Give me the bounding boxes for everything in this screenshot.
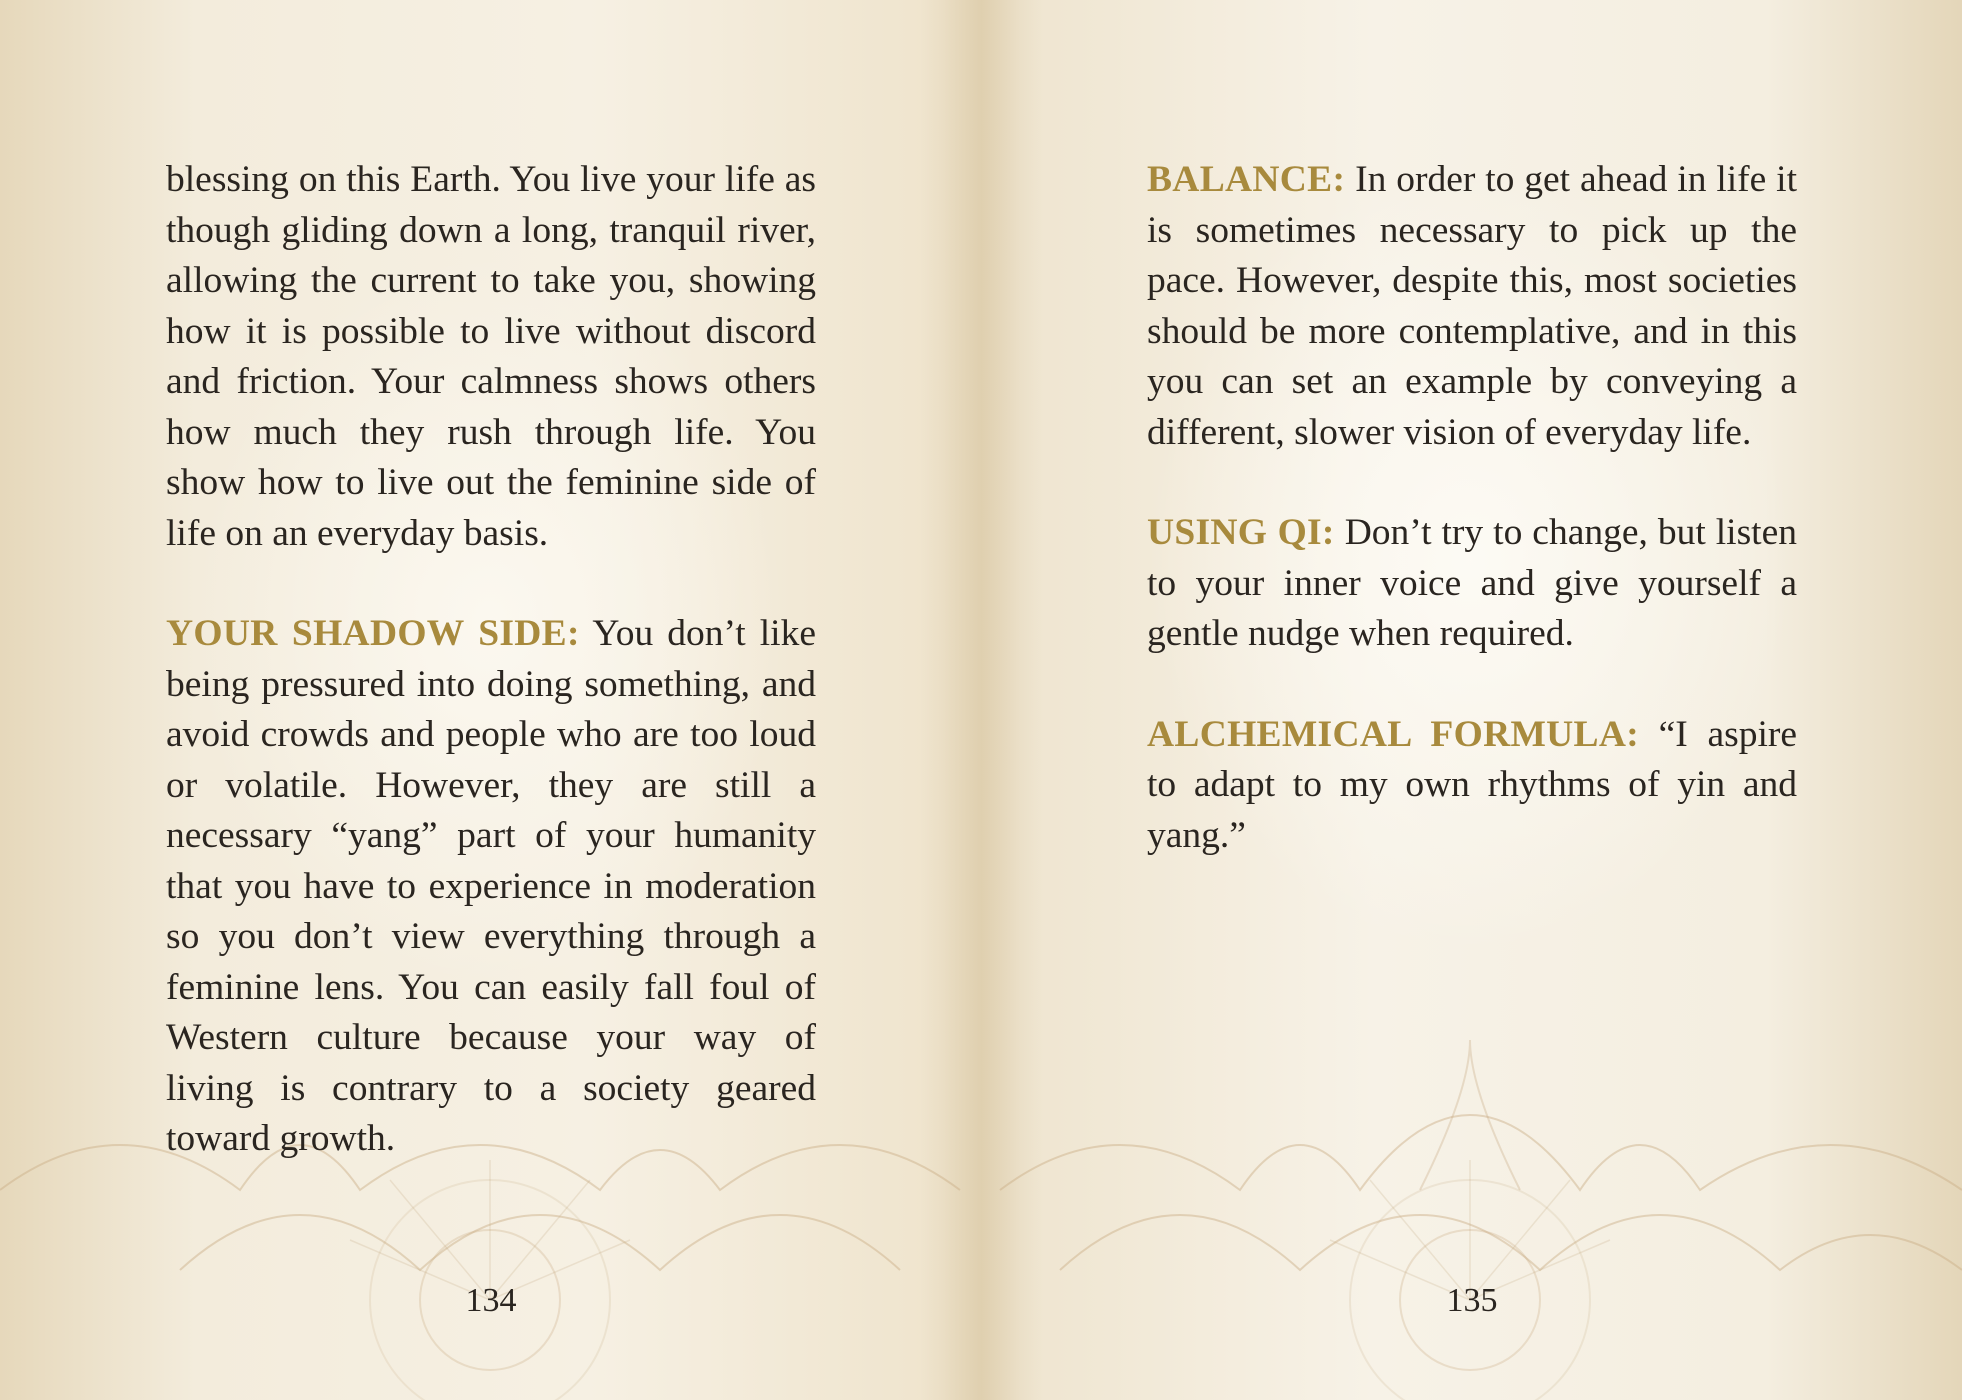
right-page [1147, 155, 1797, 911]
paragraph-balance-text: In order to get ahead in life it is sometimes necessary to pick up the pace. However, despite this, most societies should be more contemplative, and in this you can set an example by conveying a different, slower vision of everyday life. [1147, 159, 1797, 453]
heading-alchemical-formula: ALCHEMICAL FORMULA: [1147, 713, 1640, 755]
paragraph-using-qi [1147, 508, 1797, 660]
paragraph-balance [1147, 155, 1797, 458]
paragraph-intro [166, 155, 816, 559]
heading-shadow-side: YOUR SHADOW SIDE: [166, 613, 580, 654]
heading-balance: BALANCE: [1147, 159, 1346, 200]
page-number-right: 135 [1446, 1282, 1498, 1319]
paragraph-intro-text: blessing on this Earth. You live your life as though gliding down a long, tranquil river, allowing the current to take you, showing how it is possible to live without discord and friction. Your calmness shows others how much they rush through life. You show how to live out the feminine side of life on an everyday basis. [166, 159, 816, 554]
page-number-left: 134 [465, 1282, 517, 1319]
paragraph-shadow-side [166, 609, 816, 1165]
paragraph-shadow-side-text: You don’t like being pressured into doing something, and avoid crowds and people who are too loud or volatile. However, they are still a necessary “yang” part of your humanity that you have to experience in moderation so you don’t view everything through a feminine lens. You can easily fall foul of Western culture because your way of living is contrary to a society geared toward growth. [166, 613, 816, 1159]
paragraph-alchemical-formula-text: “I aspire to adapt to my own rhythms of yin and yang.” [1147, 713, 1797, 856]
paragraph-using-qi-text: Don’t try to change, but listen to your inner voice and give yourself a gentle nudge when required. [1147, 512, 1797, 654]
heading-using-qi: USING QI: [1147, 512, 1335, 553]
paragraph-alchemical-formula [1147, 710, 1797, 862]
left-page [166, 155, 816, 1215]
